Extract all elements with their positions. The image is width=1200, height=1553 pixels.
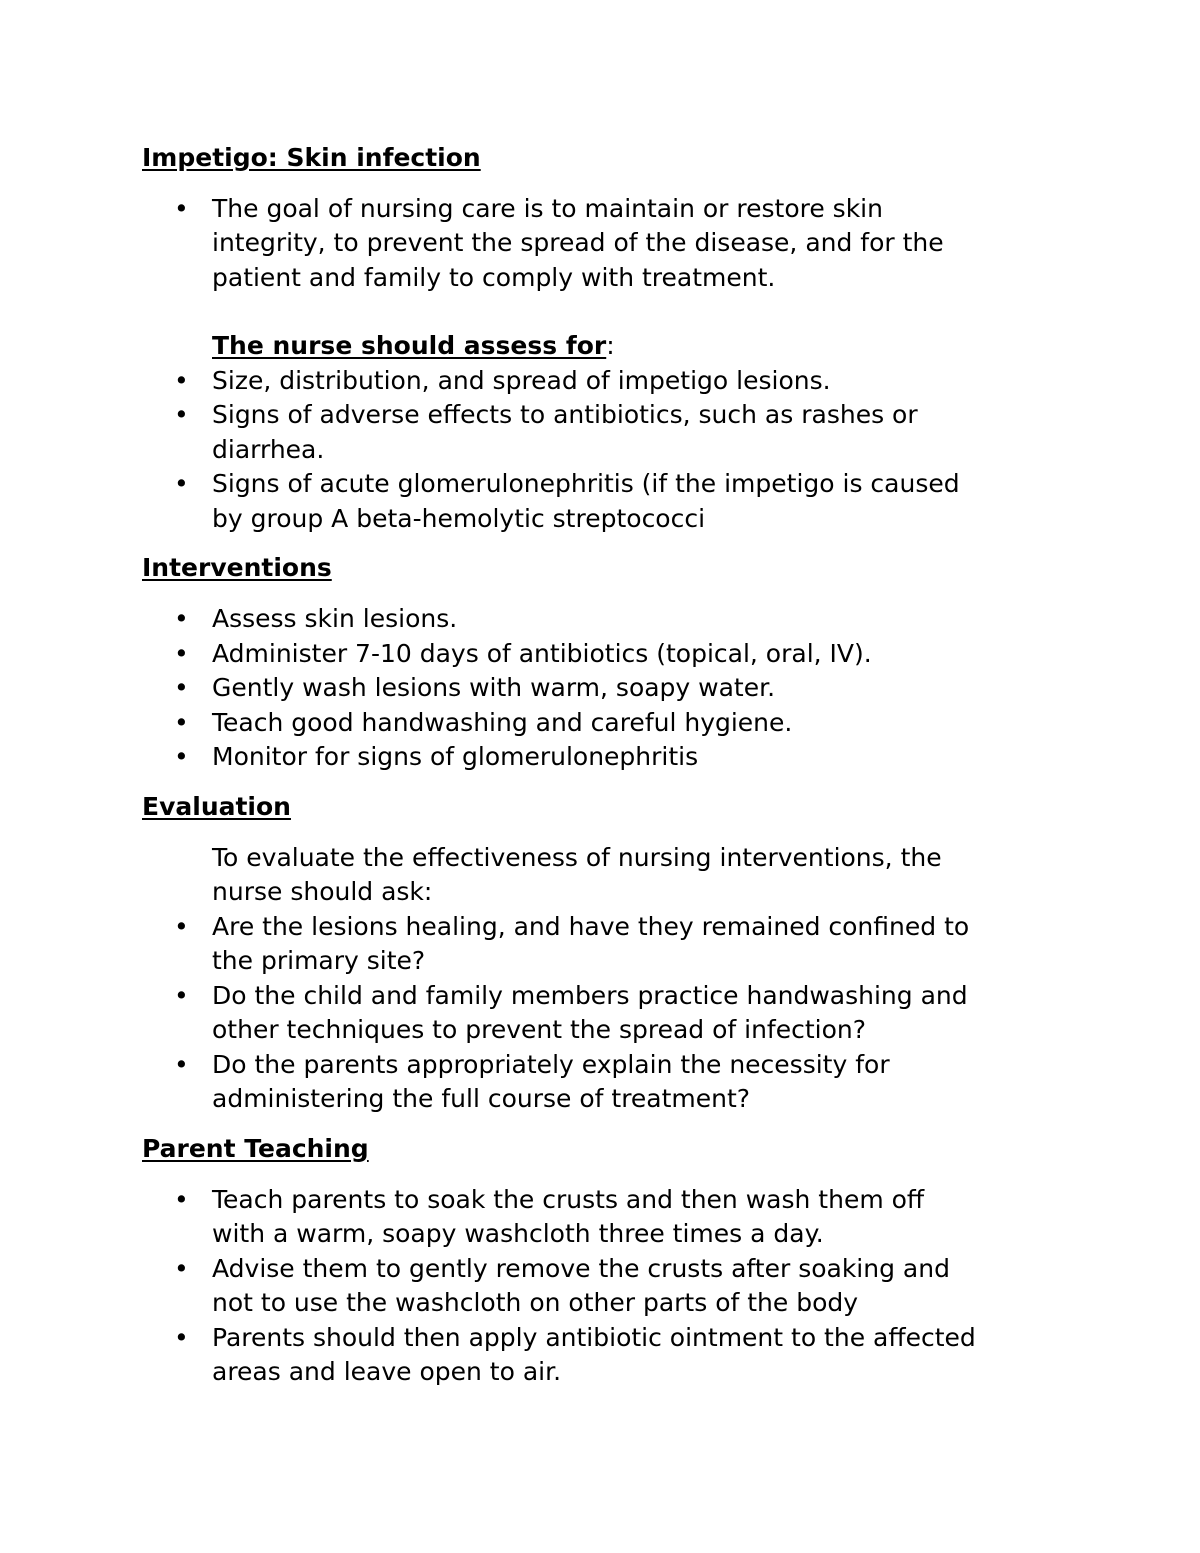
intervention-item: Monitor for signs of glomerulonephritis	[212, 742, 699, 771]
assess-item: Signs of acute glomerulonephritis (if the impetigo is caused	[212, 469, 960, 498]
intervention-item: Assess skin lesions.	[212, 604, 458, 633]
intervention-item: Administer 7-10 days of antibiotics (topical, oral, IV).	[212, 639, 872, 668]
bullet-icon: •	[174, 366, 189, 395]
evaluation-item-cont: other techniques to prevent the spread of infection?	[212, 1015, 867, 1044]
assess-item-cont: by group A beta-hemolytic streptococci	[212, 504, 706, 533]
bullet-icon: •	[174, 673, 189, 702]
bullet-icon: •	[174, 1254, 189, 1283]
intervention-item: Teach good handwashing and careful hygiene.	[212, 708, 793, 737]
bullet-icon: •	[174, 194, 189, 223]
bullet-icon: •	[174, 981, 189, 1010]
interventions-heading: Interventions	[142, 553, 332, 582]
assess-item: Signs of adverse effects to antibiotics, such as rashes or	[212, 400, 918, 429]
goal-line: patient and family to comply with treatment.	[212, 263, 776, 292]
assess-colon: :	[606, 331, 615, 360]
parent-teaching-item: Teach parents to soak the crusts and then wash them off	[212, 1185, 925, 1214]
bullet-icon: •	[174, 912, 189, 941]
assess-item: Size, distribution, and spread of impetigo lesions.	[212, 366, 831, 395]
evaluation-intro: nurse should ask:	[212, 877, 433, 906]
evaluation-item: Do the parents appropriately explain the necessity for	[212, 1050, 890, 1079]
evaluation-item-cont: the primary site?	[212, 946, 426, 975]
assess-label: The nurse should assess for	[212, 331, 607, 360]
goal-line: The goal of nursing care is to maintain or restore skin	[212, 194, 883, 223]
bullet-icon: •	[174, 1050, 189, 1079]
bullet-icon: •	[174, 1185, 189, 1214]
parent-teaching-item-cont: with a warm, soapy washcloth three times a day.	[212, 1219, 824, 1248]
evaluation-item: Are the lesions healing, and have they remained confined to	[212, 912, 970, 941]
bullet-icon: •	[174, 639, 189, 668]
parent-teaching-item-cont: areas and leave open to air.	[212, 1357, 562, 1386]
parent-teaching-item: Advise them to gently remove the crusts after soaking and	[212, 1254, 950, 1283]
evaluation-item-cont: administering the full course of treatment?	[212, 1084, 751, 1113]
evaluation-heading: Evaluation	[142, 792, 291, 821]
parent-teaching-item: Parents should then apply antibiotic ointment to the affected	[212, 1323, 976, 1352]
parent-teaching-item-cont: not to use the washcloth on other parts of the body	[212, 1288, 859, 1317]
bullet-icon: •	[174, 708, 189, 737]
bullet-icon: •	[174, 400, 189, 429]
assess-heading	[212, 329, 615, 363]
goal-line: integrity, to prevent the spread of the disease, and for the	[212, 228, 944, 257]
impetigo-heading: Impetigo: Skin infection	[142, 143, 481, 172]
bullet-icon: •	[174, 742, 189, 771]
bullet-icon: •	[174, 1323, 189, 1352]
bullet-icon: •	[174, 604, 189, 633]
evaluation-item: Do the child and family members practice handwashing and	[212, 981, 968, 1010]
intervention-item: Gently wash lesions with warm, soapy water.	[212, 673, 776, 702]
bullet-icon: •	[174, 469, 189, 498]
parent-teaching-heading: Parent Teaching	[142, 1134, 369, 1163]
assess-item-cont: diarrhea.	[212, 435, 325, 464]
evaluation-intro: To evaluate the effectiveness of nursing interventions, the	[212, 843, 942, 872]
